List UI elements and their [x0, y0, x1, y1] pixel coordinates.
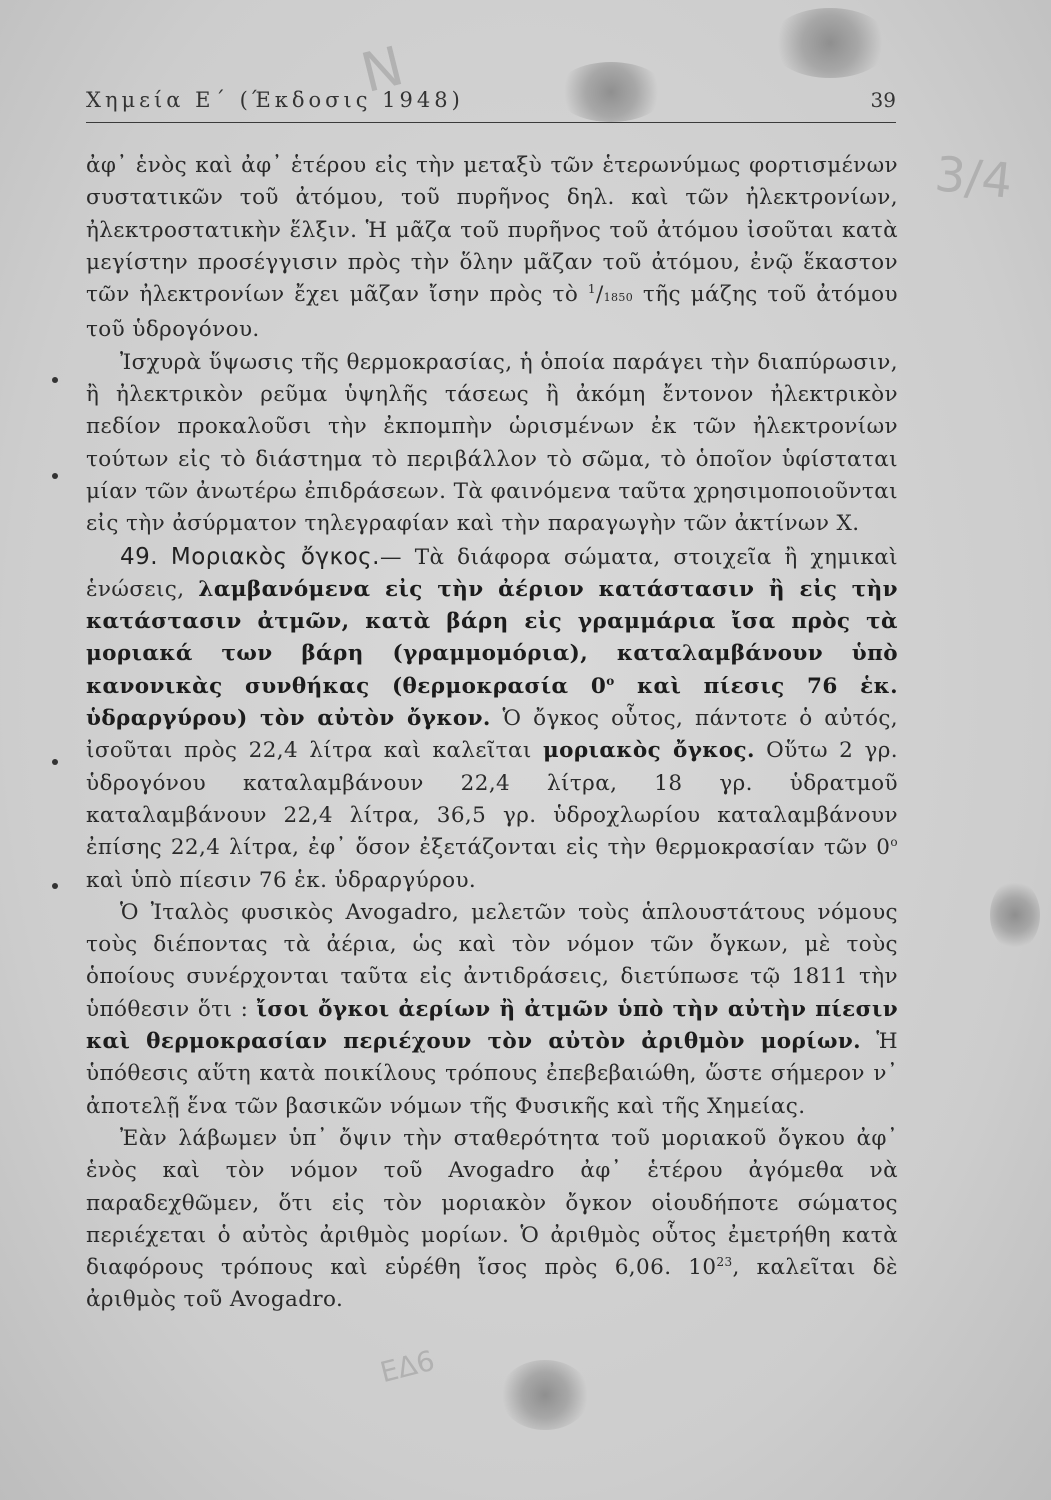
fraction-denominator: 1850 — [603, 291, 634, 305]
section-number: 49. — [120, 543, 159, 570]
definition-bold: λαμβανόμενα εἰς τὴν ἀέριον κατάστασιν ἢ εἰς τὴν κατάστασιν ἀτμῶν, κατὰ βάρη εἰς γραμμάρια ἴσα πρὸς τὰ μοριακά των βάρη (γραμμομόρια), καταλαμβάνουν ὑπὸ κανονικὰς συνθήκας (θερμοκρασία 0$^o$ καὶ πίεσις 76 ἑκ. ὑδραργύρου) τὸν αὐτὸν ὄγκον. — [86, 576, 898, 732]
stain-top-right — [770, 8, 890, 78]
section-49: 49. Μοριακὸς ὄγκος.— Τὰ διάφορα σώματα, στοιχεῖα ἢ χημικαὶ ἑνώσεις, λαμβανόμενα εἰς τὴν ἀέριον κατάστασιν ἢ εἰς τὴν κατάστασιν ἀτμῶν, κατὰ βάρη εἰς γραμμάρια ἴσα πρὸς τὰ μοριακά των βάρη (γραμμομόρια), καταλαμβάνουν ὑπὸ κανονικὰς συνθήκας (θερμοκρασία 0$^o$ καὶ πίεσις 76 ἑκ. ὑδραργύρου) τὸν αὐτὸν ὄγκον. Ὁ ὄγκος οὗτος, πάντοτε ὁ αὐτός, ἰσοῦται πρὸς 22,4 λίτρα καὶ καλεῖται μοριακὸς ὄγκος. Οὕτω 2 γρ. ὑδρογόνου καταλαμβάνουν 22,4 λίτρα, 18 γρ. ὑδρατμοῦ καταλαμβάνουν 22,4 λίτρα, 36,5 γρ. ὑδροχλωρίου καταλαμβάνουν ἐπίσης 22,4 λίτρα, ἐφ᾽ ὅσον ἐξετάζονται εἰς τὴν θερμοκρασίαν τῶν 0$^o$ καὶ ὑπὸ πίεσιν 76 ἑκ. ὑδραργύρου. — [86, 543, 899, 893]
paragraph-avogadro: Ὁ Ἰταλὸς φυσικὸς Avogadro, μελετῶν τοὺς ἁπλουστάτους νόμους τοὺς διέποντας τὰ ἀέρια, ὡς καὶ τὸν νόμον τῶν ὄγκων, μὲ τοὺς ὁποίους συνέρχονται ταῦτα εἰς ἀντιδράσεις, διετύπωσε τῷ 1811 τὴν ὑπόθεσιν ὅτι : ἴσοι ὄγκοι ἀερίων ἢ ἀτμῶν ὑπὸ τὴν αὐτὴν πίεσιν καὶ θερμοκρασίαν περιέχουν τὸν αὐτὸν ἀριθμὸν μορίων. Ἡ ὑπόθεσις αὕτη κατὰ ποικίλους τρόπους ἐπεβεβαιώθη, ὥστε σήμερον ν᾽ ἀποτελῇ ἕνα τῶν βασικῶν νόμων τῆς Φυσικῆς καὶ τῆς Χημείας. — [86, 899, 899, 1119]
pencil-scribble-bottom: ΕΔ6 — [376, 1343, 438, 1390]
stain-bottom — [500, 1360, 590, 1430]
fraction-numerator: 1 — [587, 282, 596, 297]
section-title: Μοριακὸς ὄγκος. — [170, 543, 380, 570]
paragraph-avogadro-number: Ἐὰν λάβωμεν ὑπ᾽ ὄψιν τὴν σταθερότητα τοῦ μοριακοῦ ὄγκου ἀφ᾽ ἑνὸς καὶ τὸν νόμον τοῦ Avogadro ἀφ᾽ ἑτέρου ἀγόμεθα νὰ παραδεχθῶμεν, ὅτι εἰς τὸν μοριακὸν ὄγκον οἱουδήποτε σώματος περιέχεται ὁ αὐτὸς ἀριθμὸς μορίων. Ὁ ἀριθμὸς οὗτος ἐμετρήθη κατὰ διαφόρους τρόπους καὶ εὑρέθη ἴσος πρὸς 6,06. $10^{23}$, καλεῖται δὲ ἀριθμὸς τοῦ Avogadro. — [86, 1125, 898, 1313]
pencil-scribble-top: N — [354, 34, 410, 105]
margin-dot-2 — [52, 473, 58, 479]
page-number: 39 — [870, 88, 896, 112]
avogadro-hypothesis: ἴσοι ὄγκοι ἀερίων ἢ ἀτμῶν ὑπὸ τὴν αὐτὴν πίεσιν καὶ θερμοκρασίαν περιέχουν τὸν αὐτὸν ἀριθμὸν μορίων. — [86, 996, 899, 1055]
running-head: Χημεία Ε΄ (Έκδοσις 1948) — [86, 88, 464, 112]
term-molar-volume: μοριακὸς ὄγκος. — [542, 738, 755, 764]
exponent: 23 — [716, 1254, 733, 1269]
page-header — [86, 88, 896, 122]
margin-dot-3 — [52, 759, 58, 765]
margin-dot-1 — [52, 377, 58, 383]
paragraph-emission: Ἰσχυρὰ ὕψωσις τῆς θερμοκρασίας, ἡ ὁποία παράγει τὴν διαπύρωσιν, ἢ ἠλεκτρικὸν ρεῦμα ὑψηλῆς τάσεως ἢ ἀκόμη ἔντονον ἠλεκτρικὸν πεδίον προκαλοῦσι τὴν ἐκπομπὴν ὡρισμένων ἐκ τῶν ἠλεκτρονίων τούτων εἰς τὸ διάστημα τὸ περιβάλλον τὸ σῶμα, τὸ ὁποῖον ὑφίσταται μίαν τῶν ἀνωτέρω ἐπιδράσεων. Τὰ φαινόμενα ταῦτα χρησιμοποιοῦνται εἰς τὴν ἀσύρματον τηλεγραφίαν καὶ τὴν παραγωγὴν τῶν ἀκτίνων Χ. — [86, 349, 898, 537]
margin-dot-4 — [52, 883, 58, 889]
body-text — [86, 150, 898, 1317]
paragraph-continued: ἀφ᾽ ἑνὸς καὶ ἀφ᾽ ἑτέρου εἰς τὴν μεταξὺ τῶν ἑτερωνύμως φορτισμένων συστατικῶν τοῦ ἀτόμου, τοῦ πυρῆνος δηλ. καὶ τῶν ἠλεκτρονίων, ἠλεκτροστατικὴν ἕλξιν. Ἡ μᾶζα τοῦ πυρῆνος τοῦ ἀτόμου ἰσοῦται κατὰ μεγίστην προσέγγισιν πρὸς τὴν ὅλην μᾶζαν τοῦ ἀτόμου, ἐνῷ ἕκαστον τῶν ἠλεκτρονίων ἔχει μᾶζαν ἴσην πρὸς τὸ $^1$/1850 τῆς μάζης τοῦ ἀτόμου τοῦ ὑδρογόνου. — [86, 153, 899, 343]
stain-right-edge — [990, 880, 1040, 950]
header-rule — [86, 122, 896, 123]
pencil-scribble-side: 3/4 — [932, 146, 1015, 210]
